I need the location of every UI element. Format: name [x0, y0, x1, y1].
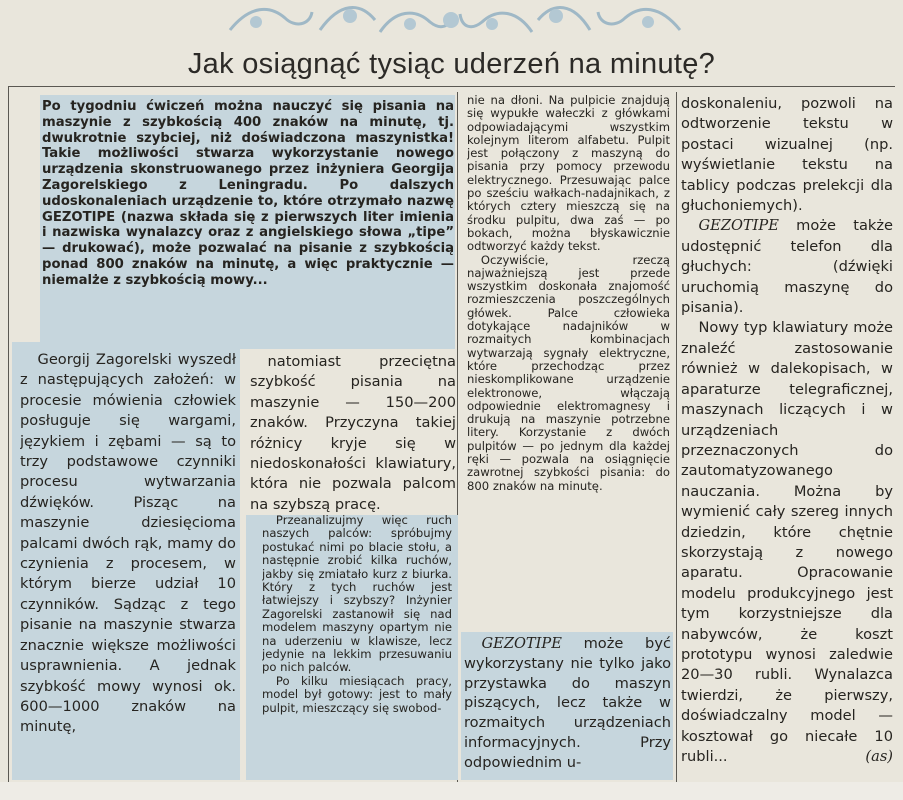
column3-small-paragraph-2: Oczywiście, rzeczą najważniejszą jest przede wszystkim doskonała znajomość rozmieszczenia poszczególnych główek. Palce człowieka dotykające nadajników w rozmaitych kombinacjach wytwarzają sygnały elektryczne, które przechodząc przez nieskomplikowane urządzenie elektronowe, włączają odpowiednie elektromagnesy i drukują na maszynie potrzebne litery. Korzystanie z dwóch pulpitów — po jednym dla każdej ręki — pozwala na osiągnięcie zawrotnej szybkości pisania: do 800 znaków na minutę.: [467, 252, 670, 493]
top-rule: [8, 86, 895, 87]
lead-paragraph: Po tygodniu ćwiczeń można nauczyć się pisania na maszynie z szybkością 400 znaków na minutę, tj. dwukrotnie szybciej, niż doświadczona maszynistka! Takie możliwości stwarza wykorzystanie nowego urządzenia skonstruowanego przez inżyniera Georgija Zagorelskiego z Leningradu. Po dalszych udoskonaleniach urządzenie to, które otrzymało nazwę GEZOTIPE (nazwa składa się z pierwszych liter imienia i nazwiska wynalazcy oraz z angielskiego słowa „tipe” — drukować), może pozwalać na pisanie z szybkością ponad 800 znaków na minutę, a więc praktycznie — niemalże z szybkością mowy...: [42, 99, 454, 288]
column3-large-body: może być wykorzystany nie tylko jako przystawka do maszyn piszących, lecz także w rozmaitych urządzeniach informacyjnych. Przy odpowiednim u-: [464, 635, 671, 771]
column2-text: natomiast przeciętna szybkość pisania na maszynie — 150—200 znaków. Przyczyna takiej różnicy kryje się w niedoskonałości klawiatury, która nie pozwala palcom na szybszą pracę.: [250, 353, 456, 513]
column4-paragraph-3: [681, 318, 893, 767]
decorative-ornament-icon: [0, 0, 903, 40]
left-rule: [8, 86, 9, 786]
column4-paragraph-2-body: może także udostępnić telefon dla głuchych: (dźwięki uruchomią maszynę do pisania).: [681, 217, 893, 317]
column4-paragraph-1: doskonaleniu, pozwoli na odtworzenie tekstu w postaci wizualnej (np. wyświetlanie tekstu na tablicy podczas prelekcji dla głuchoniemych).: [681, 95, 893, 215]
gezotipe-name: GEZOTIPE: [481, 635, 562, 652]
column4-paragraph-2: [681, 216, 893, 318]
article-title: Jak osiągnąć tysiąc uderzeń na minutę?: [187, 48, 716, 80]
column2-small-paragraph-2: Po kilku miesiącach pracy, model był gotowy: jest to mały pulpit, mieszczący się swobod-: [262, 673, 452, 715]
column3-small-paragraph-1: nie na dłoni. Na pulpicie znajdują się wypukłe wałeczki z główkami odpowiadającymi wszystkim kolejnym literom alfabetu. Pulpit jest połączony z maszyną do pisania przy pomocy przewodu elektrycznego. Przesuwając palce po sześciu wałkach-nadajnikach, z których cztery mieszczą się na środku pulpitu, dwa zaś — po bokach, można błyskawicznie odtworzyć każdy tekst.: [467, 94, 670, 254]
gezotipe-name: GEZOTIPE: [698, 217, 779, 235]
author-signature: (as): [865, 748, 893, 765]
column2-small-text: [262, 514, 452, 784]
column4-text: [681, 94, 893, 784]
column1-text: Georgij Zagorelski wyszedł z następujących założeń: w procesie mówienia człowiek posługuje się wargami, językiem i zębami — są to trzy podstawowe czynniki procesu wytwarzania dźwięków. Pisząc na maszynie dziesięcioma palcami dwóch rąk, mamy do czynienia z procesem, w którym bierze udział 10 czynników. Sądząc z tego pisanie na maszynie stwarza znacznie większe możliwości usprawnienia. A jednak szybkość mowy wynosi ok. 600—1000 znaków na minutę,: [20, 351, 236, 736]
page-bottom-margin: [0, 782, 903, 800]
column2-small-paragraph-1: Przeanalizujmy więc ruch naszych palców: spróbujmy postukać nimi po blacie stołu, a następnie zrobić kilka ruchów, jakby się zmiatało kurz z biurka. Który z tych ruchów jest łatwiejszy i szybszy? Inżynier Zagorelski zastanowił się nad modelem maszyny opartym nie na uderzeniu w klawisze, lecz jedynie na lekkim przesuwaniu po nich palców.: [262, 514, 452, 675]
column3-small-text: [467, 94, 670, 632]
column3-large-text: [464, 634, 671, 784]
column-rule-2: [676, 92, 677, 782]
column4-paragraph-3-body: Nowy typ klawiatury może znaleźć zastosowanie również w dalekopisach, w aparaturze telegraficznej, maszynach liczących i w urządzeniach przeznaczonych do zautomatyzowanego nauczania. Można by wymienić cały szereg innych dziedzin, które chętnie skorzystają z nowego aparatu. Opracowanie modelu produkcyjnego jest tym korzystniejsze dla nabywców, że koszt prototypu wynosi zaledwie 20—30 rubli. Wynalazca twierdzi, że pierwszy, doświadczalny model — kosztował go niecałe 10 rubli...: [681, 319, 893, 765]
